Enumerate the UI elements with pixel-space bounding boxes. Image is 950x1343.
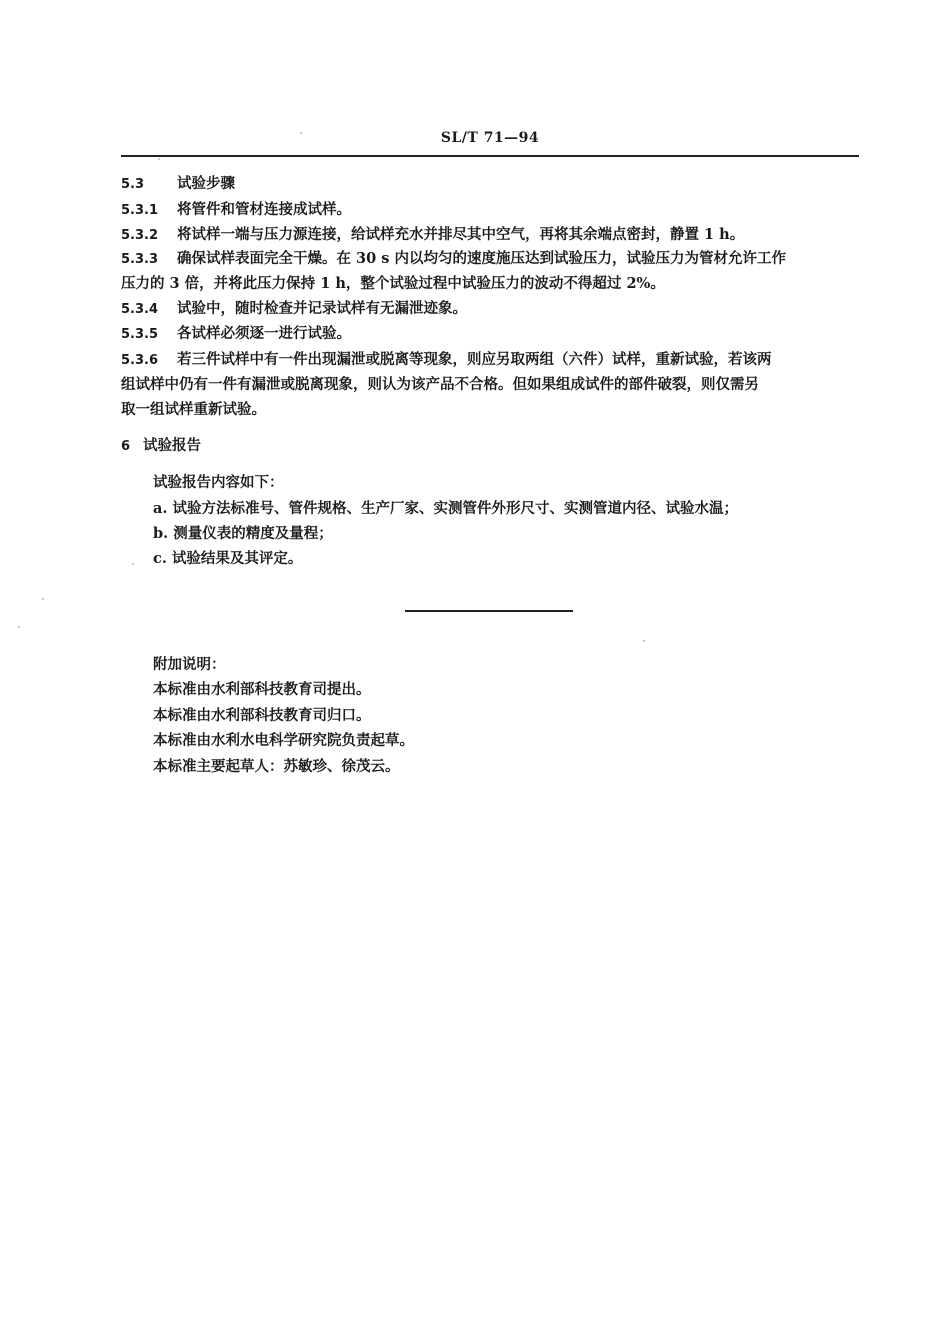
appendix-title: 附加说明： bbox=[153, 656, 226, 673]
scan-speck bbox=[42, 598, 44, 600]
end-divider-rule bbox=[405, 610, 573, 612]
report-intro: 试验报告内容如下： bbox=[153, 474, 284, 491]
clause-text: 将管件和管材连接成试样。 bbox=[177, 201, 351, 218]
clause-5-3-1 bbox=[121, 200, 351, 221]
clause-5-3-5 bbox=[121, 324, 351, 345]
header-rule bbox=[121, 155, 859, 157]
section-6-heading bbox=[121, 436, 201, 457]
scan-speck bbox=[300, 132, 302, 134]
appendix-line: 本标准由水利部科技教育司归口。 bbox=[153, 707, 371, 724]
section-number: 5.3 bbox=[121, 177, 145, 192]
section-title: 试验报告 bbox=[143, 437, 201, 454]
clause-number: 5.3.1 bbox=[121, 203, 159, 218]
section-5-3-heading bbox=[121, 174, 235, 195]
clause-number: 5.3.2 bbox=[121, 228, 159, 243]
section-title: 试验步骤 bbox=[177, 175, 235, 192]
clause-number: 5.3.5 bbox=[121, 327, 159, 342]
clause-5-3-6-continuation: 组试样中仍有一件有漏泄或脱离现象，则认为该产品不合格。但如果组成试件的部件破裂，则仅需另 bbox=[121, 376, 759, 393]
clause-number: 5.3.3 bbox=[121, 252, 159, 267]
clause-5-3-3 bbox=[121, 249, 786, 270]
standard-code-header: SL/T 71—94 bbox=[440, 130, 540, 146]
report-list-item-a: a. 试验方法标准号、管件规格、生产厂家、实测管件外形尺寸、实测管道内径、试验水温； bbox=[153, 500, 738, 517]
appendix-line: 本标准主要起草人：苏敏珍、徐茂云。 bbox=[153, 758, 400, 775]
report-list-item-c: c. 试验结果及其评定。 bbox=[153, 550, 303, 567]
clause-5-3-6-continuation-2: 取一组试样重新试验。 bbox=[121, 401, 266, 418]
clause-text: 试验中，随时检查并记录试样有无漏泄迹象。 bbox=[177, 300, 467, 317]
clause-5-3-2 bbox=[121, 225, 744, 246]
section-number: 6 bbox=[121, 439, 131, 454]
scan-speck bbox=[18, 626, 20, 628]
scan-speck bbox=[132, 563, 134, 565]
clause-5-3-6 bbox=[121, 350, 772, 371]
clause-5-3-4 bbox=[121, 299, 467, 320]
clause-text: 将试样一端与压力源连接，给试样充水并排尽其中空气，再将其余端点密封，静置 1 h。 bbox=[177, 226, 745, 243]
appendix-line: 本标准由水利部科技教育司提出。 bbox=[153, 681, 371, 698]
report-list-item-b: b. 测量仪表的精度及量程； bbox=[153, 525, 333, 542]
clause-5-3-3-continuation: 压力的 3 倍，并将此压力保持 1 h，整个试验过程中试验压力的波动不得超过 2%。 bbox=[121, 275, 665, 292]
clause-text: 各试样必须逐一进行试验。 bbox=[177, 325, 351, 342]
appendix-line: 本标准由水利水电科学研究院负责起草。 bbox=[153, 732, 414, 749]
clause-text: 若三件试样中有一件出现漏泄或脱离等现象，则应另取两组（六件）试样，重新试验，若该两 bbox=[177, 351, 772, 368]
scan-speck bbox=[643, 640, 645, 642]
clause-number: 5.3.6 bbox=[121, 353, 159, 368]
scan-speck bbox=[158, 158, 160, 160]
clause-number: 5.3.4 bbox=[121, 302, 159, 317]
clause-text: 确保试样表面完全干燥。在 30 s 内以均匀的速度施压达到试验压力，试验压力为管材允许工作 bbox=[177, 250, 786, 267]
